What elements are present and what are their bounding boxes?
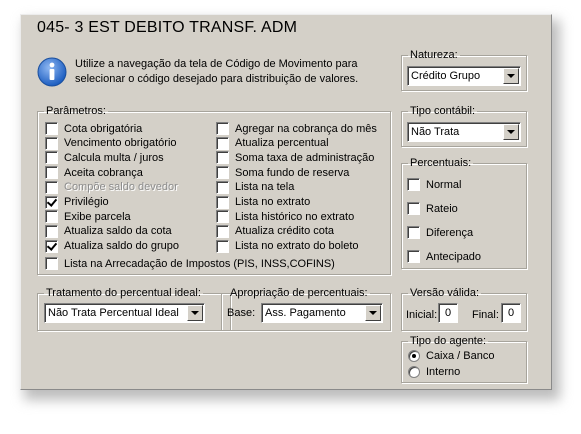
radio-button[interactable] bbox=[408, 350, 420, 362]
checkbox-label: Vencimento obrigatório bbox=[64, 137, 177, 150]
checkbox-box[interactable] bbox=[216, 137, 229, 150]
checkbox-percentual-diferenca[interactable] bbox=[407, 225, 473, 240]
chevron-down-icon[interactable] bbox=[503, 124, 519, 140]
checkbox-aceita-cobranca[interactable] bbox=[45, 165, 143, 180]
checkbox-percentual-normal[interactable] bbox=[407, 177, 461, 192]
checkbox-percentual-antecipado[interactable] bbox=[407, 249, 481, 264]
checkbox-box[interactable] bbox=[407, 226, 420, 239]
checkbox-box[interactable] bbox=[45, 257, 58, 270]
checkbox-box[interactable] bbox=[45, 181, 58, 194]
info-message: Utilize a navegação da tela de Código de Movimento para selecionar o código desejado para distribuição de valores. bbox=[75, 58, 359, 85]
chevron-down-icon[interactable] bbox=[187, 305, 203, 321]
checkbox-label: Diferença bbox=[426, 226, 474, 239]
checkbox-label: Atualiza percentual bbox=[235, 137, 329, 150]
checkbox-label: Aceita cobrança bbox=[64, 166, 143, 179]
versao-inicial-input[interactable]: 0 bbox=[438, 303, 458, 323]
checkbox-label: Cota obrigatória bbox=[64, 122, 143, 135]
checkbox-box[interactable] bbox=[407, 250, 420, 263]
checkbox-privilegio[interactable] bbox=[45, 195, 109, 210]
form-window bbox=[20, 14, 552, 390]
checkbox-box[interactable] bbox=[45, 196, 58, 209]
checkbox-exibe-parcela[interactable] bbox=[45, 209, 131, 224]
radio-label: Interno bbox=[426, 365, 461, 378]
checkbox-box[interactable] bbox=[407, 178, 420, 191]
tipo-contabil-select[interactable] bbox=[407, 122, 521, 142]
checkbox-atualiza-saldo-da-cota[interactable] bbox=[45, 224, 172, 239]
checkbox-soma-fundo-de-reserva[interactable] bbox=[216, 165, 349, 180]
checkbox-percentual-rateio[interactable] bbox=[407, 201, 458, 216]
chevron-down-icon[interactable] bbox=[503, 68, 519, 84]
checkbox-label: Privilégio bbox=[64, 196, 109, 208]
checkbox-box[interactable] bbox=[45, 137, 58, 150]
checkbox-label: Calcula multa / juros bbox=[64, 151, 164, 164]
radio-agente-caixa-banco[interactable] bbox=[408, 348, 494, 363]
versao-legend: Versão válida: bbox=[410, 287, 480, 299]
checkbox-box[interactable] bbox=[45, 225, 58, 238]
checkbox-box[interactable] bbox=[45, 166, 58, 179]
checkbox-label: Lista na Arrecadação de Impostos (PIS, INSS,COFINS) bbox=[64, 257, 335, 270]
checkbox-label: Lista no extrato do boleto bbox=[235, 240, 359, 253]
natureza-legend: Natureza: bbox=[410, 49, 458, 61]
info-icon bbox=[37, 57, 67, 87]
checkbox-vencimento-obrigatorio[interactable] bbox=[45, 136, 177, 151]
checkbox-label: Compõe saldo devedor bbox=[64, 181, 178, 194]
checkbox-box[interactable] bbox=[216, 122, 229, 135]
checkbox-label: Lista na tela bbox=[235, 181, 295, 194]
checkbox-soma-taxa-de-administracao[interactable] bbox=[216, 150, 374, 165]
chevron-down-icon[interactable] bbox=[365, 305, 381, 321]
natureza-select[interactable] bbox=[407, 66, 521, 86]
checkbox-label: Exibe parcela bbox=[64, 210, 131, 223]
checkbox-lista-historico-no-extrato[interactable] bbox=[216, 209, 354, 224]
form-title: 045- 3 EST DEBITO TRANSF. ADM bbox=[37, 19, 298, 36]
checkbox-box[interactable] bbox=[216, 210, 229, 223]
checkbox-lista-arrecadacao[interactable] bbox=[45, 256, 335, 271]
versao-inicial-label: Inicial: bbox=[406, 309, 438, 321]
checkbox-label: Antecipado bbox=[426, 250, 482, 263]
checkbox-label: Atualiza crédito cota bbox=[235, 225, 335, 238]
apropriacao-base-label: Base: bbox=[227, 307, 256, 319]
radio-button[interactable] bbox=[408, 366, 420, 378]
versao-final-label: Final: bbox=[472, 309, 499, 321]
checkbox-label: Soma taxa de administração bbox=[235, 151, 375, 164]
checkbox-lista-no-extrato[interactable] bbox=[216, 195, 310, 210]
radio-agente-interno[interactable] bbox=[408, 364, 460, 379]
apropriacao-select[interactable] bbox=[261, 303, 383, 323]
versao-final-input[interactable]: 0 bbox=[501, 303, 521, 323]
checkbox-label: Lista no extrato bbox=[235, 196, 311, 208]
checkbox-calcula-multa-juros[interactable] bbox=[45, 150, 164, 165]
checkbox-box[interactable] bbox=[216, 181, 229, 194]
checkbox-agregar-na-cobranca-do-mes[interactable] bbox=[216, 121, 377, 136]
apropriacao-legend: Apropriação de percentuais: bbox=[230, 287, 368, 299]
checkbox-box[interactable] bbox=[216, 166, 229, 179]
radio-label: Caixa / Banco bbox=[426, 349, 495, 362]
checkbox-box[interactable] bbox=[45, 210, 58, 223]
parametros-legend: Parâmetros: bbox=[46, 105, 106, 117]
checkbox-label: Normal bbox=[426, 178, 462, 191]
tipo-contabil-legend: Tipo contábil: bbox=[410, 105, 476, 117]
checkbox-box[interactable] bbox=[45, 151, 58, 164]
percentuais-legend: Percentuais: bbox=[410, 157, 472, 169]
checkbox-atualiza-percentual[interactable] bbox=[216, 136, 329, 151]
checkbox-box[interactable] bbox=[216, 196, 229, 209]
checkbox-box[interactable] bbox=[45, 240, 58, 253]
checkbox-box[interactable] bbox=[216, 240, 229, 253]
tratamento-legend: Tratamento do percentual ideal: bbox=[46, 287, 201, 299]
checkbox-label: Rateio bbox=[426, 202, 458, 215]
apropriacao-value: Ass. Pagamento bbox=[265, 307, 346, 319]
checkbox-atualiza-saldo-do-grupo[interactable] bbox=[45, 239, 179, 254]
tratamento-value: Não Trata Percentual Ideal bbox=[48, 307, 179, 319]
checkbox-label: Soma fundo de reserva bbox=[235, 166, 350, 179]
checkbox-lista-no-extrato-do-boleto[interactable] bbox=[216, 239, 359, 254]
checkbox-box[interactable] bbox=[407, 202, 420, 215]
checkbox-label: Lista histórico no extrato bbox=[235, 210, 355, 223]
tipo-agente-legend: Tipo do agente: bbox=[410, 335, 487, 347]
tratamento-select[interactable] bbox=[44, 303, 205, 323]
checkbox-box[interactable] bbox=[216, 225, 229, 238]
tipo-contabil-value: Não Trata bbox=[411, 126, 460, 138]
checkbox-label: Atualiza saldo do grupo bbox=[64, 240, 179, 253]
checkbox-lista-na-tela[interactable] bbox=[216, 180, 294, 195]
checkbox-cota-obrigatoria[interactable] bbox=[45, 121, 142, 136]
natureza-value: Crédito Grupo bbox=[411, 70, 481, 82]
checkbox-compoe-saldo-devedor[interactable] bbox=[45, 180, 178, 195]
checkbox-label: Agregar na cobrança do mês bbox=[235, 122, 377, 135]
checkbox-atualiza-credito-cota[interactable] bbox=[216, 224, 334, 239]
checkbox-label: Atualiza saldo da cota bbox=[64, 225, 172, 238]
checkbox-box[interactable] bbox=[216, 151, 229, 164]
checkbox-box[interactable] bbox=[45, 122, 58, 135]
